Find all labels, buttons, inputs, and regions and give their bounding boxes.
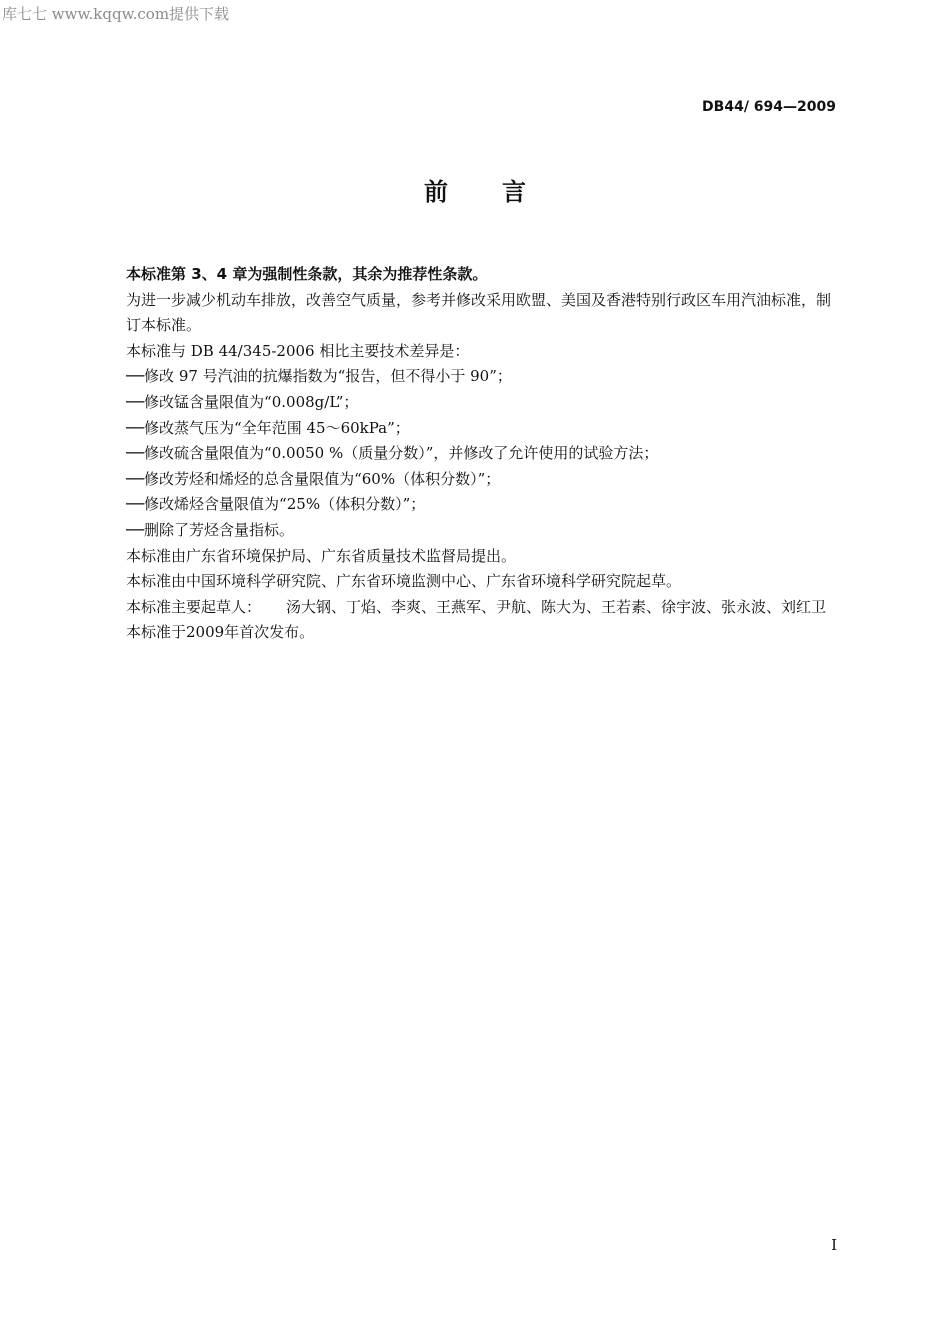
main-drafters-label: 本标准主要起草人：	[126, 597, 262, 616]
main-drafters-names: 汤大钢、丁焰、李爽、王燕军、尹航、陈大为、王若素、徐宇波、张永波、刘红卫	[286, 597, 827, 616]
difference-item: ──修改硫含量限值为“0.0050 %（质量分数）”，并修改了允许使用的试验方法；	[126, 444, 659, 463]
difference-item: ──修改 97 号汽油的抗爆指数为“报告，但不得小于 90”；	[126, 367, 512, 386]
drafted-by-paragraph: 本标准由中国环境科学研究院、广东省环境监测中心、广东省环境科学研究院起草。	[126, 572, 682, 591]
difference-item: ──修改锰含量限值为“0.008g/L”；	[126, 392, 359, 411]
page-number: I	[831, 1236, 837, 1254]
main-drafters	[95, 595, 837, 621]
first-published-paragraph: 本标准于2009年首次发布。	[126, 623, 315, 642]
page-title: 前言	[424, 178, 580, 206]
purpose-paragraph: 为进一步减少机动车排放，改善空气质量，参考并修改采用欧盟、美国及香港特别行政区车用汽油标准，制订本标准。	[126, 290, 832, 335]
document-code: DB44/ 694—2009	[702, 99, 836, 115]
difference-item: ──删除了芳烃含量指标。	[126, 520, 295, 539]
watermark-text: 库七七 www.kqqw.com提供下载	[2, 5, 230, 23]
proposed-by-paragraph: 本标准由广东省环境保护局、广东省质量技术监督局提出。	[126, 546, 517, 565]
difference-item: ──修改芳烃和烯烃的总含量限值为“60%（体积分数）”；	[126, 469, 501, 488]
document-body	[95, 262, 837, 646]
difference-item: ──修改烯烃含量限值为“25%（体积分数）”；	[126, 495, 426, 514]
mandatory-clause-note: 本标准第 3、4 章为强制性条款，其余为推荐性条款。	[126, 265, 488, 283]
difference-item: ──修改蒸气压为“全年范围 45～60kPa”；	[126, 418, 410, 437]
differences-intro: 本标准与 DB 44/345-2006 相比主要技术差异是：	[126, 341, 470, 360]
